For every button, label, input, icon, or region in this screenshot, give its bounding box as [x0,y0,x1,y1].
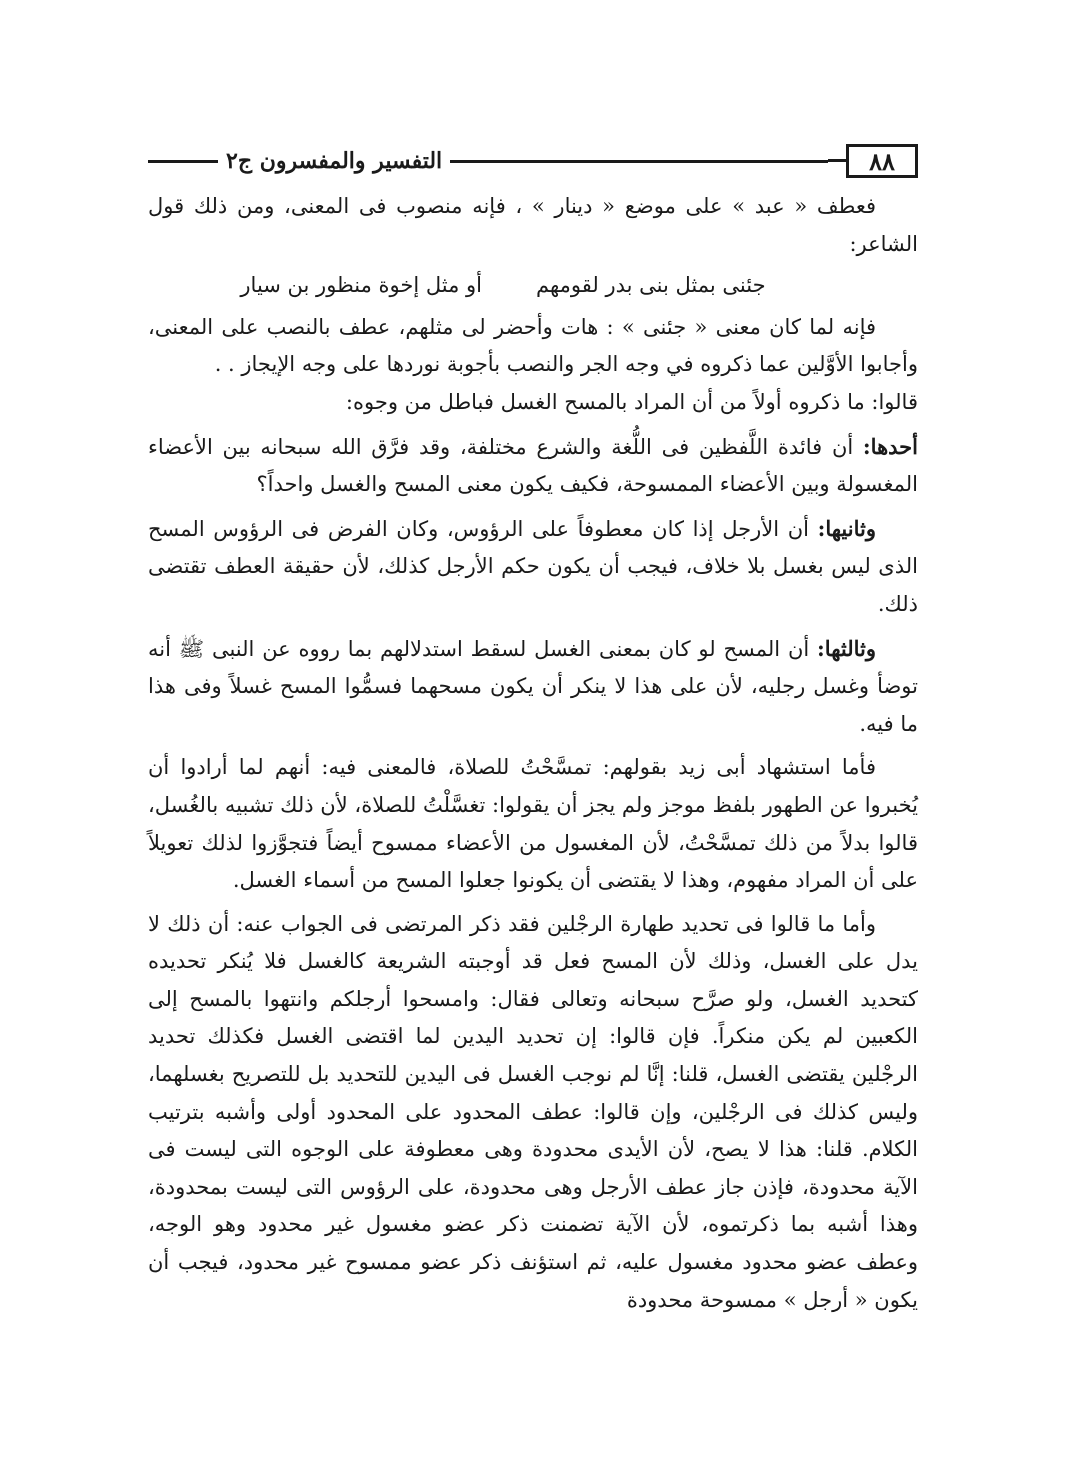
paragraph-4 [148,428,918,504]
paragraph-7: فأما استشهاد أبى زيد بقولهم: تمسَّحْتُ للصلاة، فالمعنى فيه: أنهم لما أرادوا أن يُخبروا عن الطهور بلفظ موجز ولم يجز أن يقولوا: تغسَّلْتُ للصلاة، لأن ذلك تشبيه بالغُسل، قالوا بدلاً من ذلك تمسَّحْتُ، لأن المغسول من الأعضاء ممسوح أيضاً فتجوَّزوا لذلك تعويلاً على أن المراد مفهوم، وهذا لا يقتضى أن يكونوا جعلوا المسح من أسماء الغسل. [148,755,918,893]
paragraph-6-text: أن المسح لو كان بمعنى الغسل لسقط استدلالهم بما رووه عن النبى ﷺ أنه توضأ وغسل رجليه، لأن على هذا لا ينكر أن يكون مسحهما فسمُّوا المسح غسلاً وفى هذا ما فيه. [148,636,918,736]
page-number-box [846,144,918,178]
paragraph-8: وأما ما قالوا فى تحديد طهارة الرجْلين فقد ذكر المرتضى فى الجواب عنه: أن ذلك لا يدل على الغسل، وذلك لأن المسح فعل قد أوجبته الشريعة كالغسل فلا يُنكر تحديده كتحديد الغسل، ولو صرَّح سبحانه وتعالى فقال: وامسحوا أرجلكم وانتهوا بالمسح إلى الكعبين لم يكن منكراً. فإن قالوا: إن تحديد اليدين لما اقتضى الغسل فكذلك تحديد الرجْلين يقتضى الغسل، قلنا: إنَّا لم نوجب الغسل فى اليدين للتحديد بل للتصريح بغسلهما، وليس كذلك فى الرجْلين، وإن قالوا: عطف المحدود على المحدود أولى وأشبه بترتيب الكلام. قلنا: هذا لا يصح، لأن الأيدى محدودة وهى معطوفة على الوجوه التى ليست فى الآية محدودة، فإذن جاز عطف الأرجل وهى محدودة، على الرؤوس التى ليست بمحدودة، وهذا أشبه بما ذكرتموه، لأن الآية تضمنت ذكر عضو مغسول غير محدود وهو الوجه، وعطف عضو محدود مغسول عليه، ثم استؤنف ذكر عضو ممسوح غير محدود، فيجب أن يكون « أرجل » ممسوحة محدودة [148,911,918,1312]
paragraph-4-lead: أحدها: [862,433,918,459]
page-number: ٨٨ [869,146,895,176]
paragraph-5-lead: وثانيها: [817,515,876,541]
page-body [148,188,918,1319]
running-title: التفسير والمفسرون ج٢ [226,148,443,174]
paragraph-1: فعطف « عبد » على موضع « دينار » ، فإنه منصوب فى المعنى، ومن ذلك قول الشاعر: [148,194,918,256]
poem-verse [148,267,918,305]
paragraph-5 [148,510,918,624]
paragraph-3: قالوا: ما ذكروه أولاً من أن المراد بالمسح الغسل فباطل من وجوه: [345,389,918,414]
paragraph-6 [148,630,918,744]
paragraph-5-text: أن الأرجل إذا كان معطوفاً على الرؤوس، وكان الفرض فى الرؤوس المسح الذى ليس بغسل بلا خلاف، فيجب أن يكون حكم الأرجل كذلك، لأن حقيقة العطف تقتضى ذلك. [148,516,918,616]
header-rule-right [450,160,828,163]
header-rule-short [828,159,846,162]
paragraph-4-text: أن فائدة اللَّفظين فى اللُّغة والشرع مختلفة، وقد فرَّق الله سبحانه بين الأعضاء المغسولة وبين الأعضاء الممسوحة، فكيف يكون معنى المسح والغسل واحداً؟ [148,434,918,497]
verse-hemistich-2: أو مثل إخوة منظور بن سيار [240,273,483,298]
paragraph-6-lead: وثالثها: [817,635,876,661]
verse-hemistich-1: جئنى بمثل بنى بدر لقومهم [536,273,766,298]
paragraph-2: فإنه لما كان معنى « جئنى » : هات وأحضر لى مثلهم، عطف بالنصب على المعنى، وأجابوا الأوَّلين عما ذكروه في وجه الجر والنصب بأجوبة نوردها على وجه الإيجاز . . [148,314,918,377]
running-title-bar [148,144,828,178]
book-page [148,138,918,1408]
page-header [148,138,918,182]
header-rule-left [148,160,218,163]
